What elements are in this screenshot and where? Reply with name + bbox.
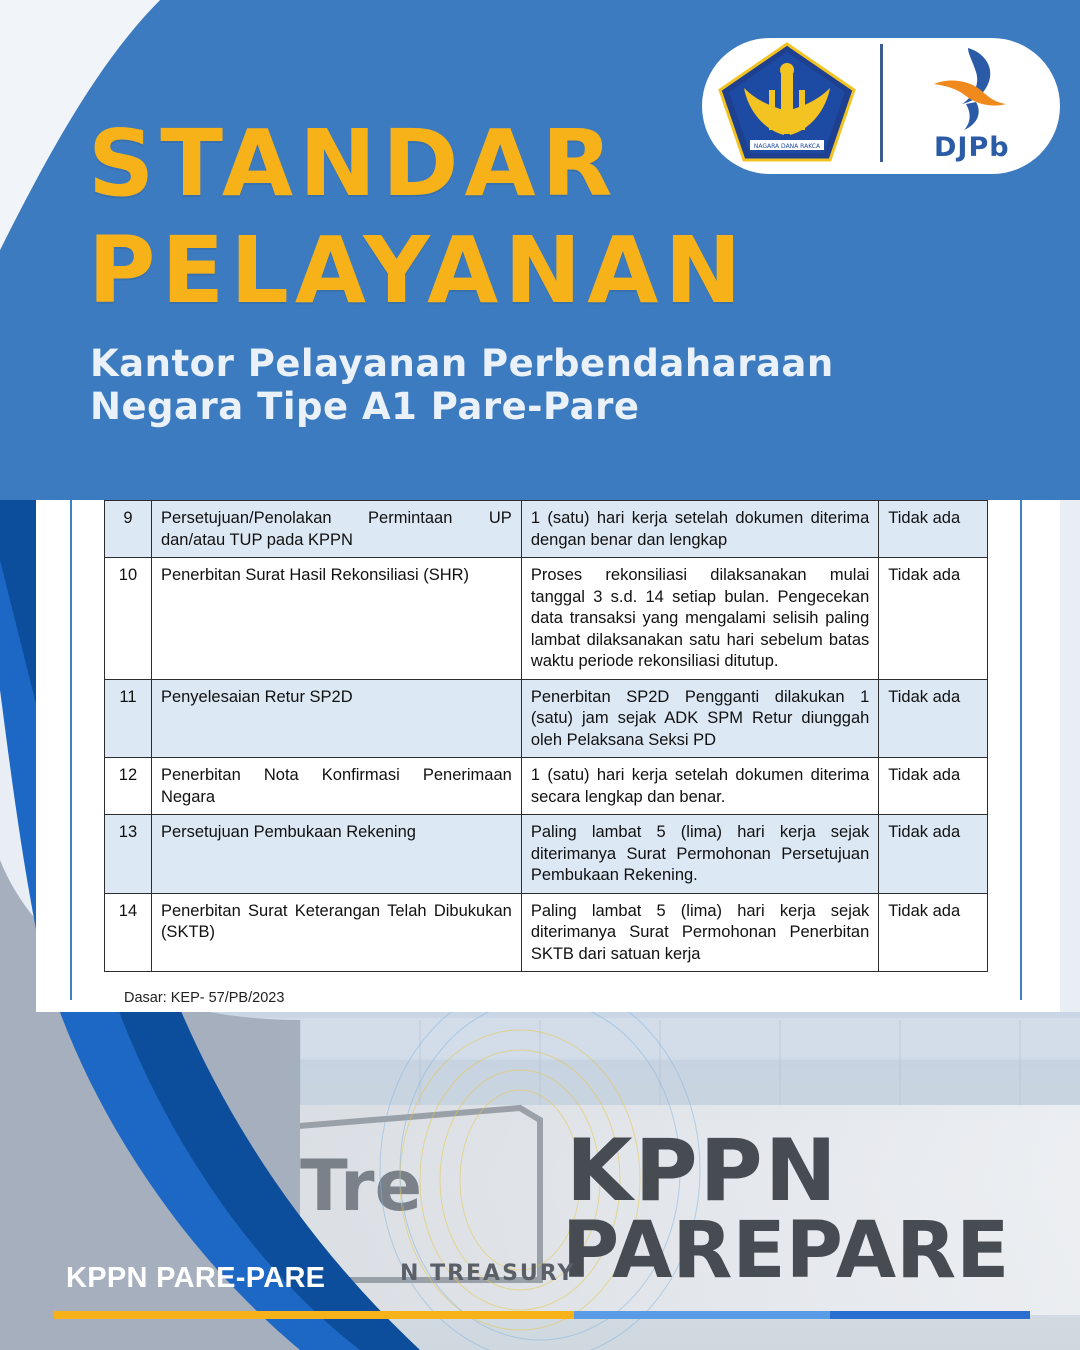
service-cost: Tidak ada xyxy=(879,558,988,680)
document-left-rule xyxy=(70,500,72,1000)
service-cost: Tidak ada xyxy=(879,758,988,815)
service-name: Persetujuan Pembukaan Rekening xyxy=(151,815,521,894)
treasury-text: N TREASURY xyxy=(400,1261,576,1286)
legal-basis: Dasar: KEP- 57/PB/2023 xyxy=(124,990,285,1006)
table-row xyxy=(105,815,988,894)
djpb-label: DJPb xyxy=(934,132,1010,163)
page-title-line1: STANDAR xyxy=(88,110,619,217)
completion-time: Proses rekonsiliasi dilaksanakan mulai tanggal 3 s.d. 14 setiap bulan. Pengecekan data transaksi yang mengalami selisih paling lambat dilaksanakan satu hari sebelum batas waktu periode rekonsiliasi ditutup. xyxy=(521,558,878,680)
table-row xyxy=(105,758,988,815)
table-row xyxy=(105,893,988,972)
row-number: 10 xyxy=(105,558,152,680)
service-cost: Tidak ada xyxy=(879,893,988,972)
service-cost: Tidak ada xyxy=(879,815,988,894)
service-table xyxy=(104,500,988,972)
completion-time: 1 (satu) hari kerja setelah dokumen diterima dengan benar dan lengkap xyxy=(521,501,878,558)
service-name: Penyelesaian Retur SP2D xyxy=(151,679,521,758)
page-title-line2: PELAYANAN xyxy=(88,217,748,324)
completion-time: Penerbitan SP2D Pengganti dilakukan 1 (satu) jam sejak ADK SPM Retur diunggah oleh Pelaksana Seksi PD xyxy=(521,679,878,758)
row-number: 9 xyxy=(105,501,152,558)
kemenkeu-motto: NAGARA DANA RAKCA xyxy=(753,143,821,150)
row-number: 11 xyxy=(105,679,152,758)
table-row xyxy=(105,558,988,680)
djpb-logo-icon xyxy=(926,44,1022,132)
service-cost: Tidak ada xyxy=(879,501,988,558)
row-number: 12 xyxy=(105,758,152,815)
service-name: Penerbitan Surat Hasil Rekonsiliasi (SHR) xyxy=(151,558,521,680)
building-sign-line1: KPPN xyxy=(566,1121,839,1221)
row-number: 14 xyxy=(105,893,152,972)
logo-divider xyxy=(880,44,883,162)
svg-text:Tre: Tre xyxy=(300,1145,423,1227)
service-name: Penerbitan Surat Keterangan Telah Dibukukan (SKTB) xyxy=(151,893,521,972)
completion-time: Paling lambat 5 (lima) hari kerja sejak diterimanya Surat Permohonan Penerbitan SKTB dari satuan kerja xyxy=(521,893,878,972)
subtitle-line2: Negara Tipe A1 Pare-Pare xyxy=(90,385,640,428)
footer-office-label: KPPN PARE-PARE xyxy=(66,1262,326,1294)
service-cost: Tidak ada xyxy=(879,679,988,758)
service-name: Penerbitan Nota Konfirmasi Penerimaan Negara xyxy=(151,758,521,815)
row-number: 13 xyxy=(105,815,152,894)
subtitle-line1: Kantor Pelayanan Perbendaharaan xyxy=(90,342,834,385)
service-name: Persetujuan/Penolakan Permintaan UP dan/atau TUP pada KPPN xyxy=(151,501,521,558)
table-row xyxy=(105,679,988,758)
table-row xyxy=(105,501,988,558)
kemenkeu-logo-icon xyxy=(714,40,860,166)
completion-time: 1 (satu) hari kerja setelah dokumen diterima secara lengkap dan benar. xyxy=(521,758,878,815)
building-sign-line2: PAREPARE xyxy=(562,1206,1010,1296)
completion-time: Paling lambat 5 (lima) hari kerja sejak diterimanya Surat Permohonan Persetujuan Pembukaan Rekening. xyxy=(521,815,878,894)
document-right-rule xyxy=(1020,500,1022,1000)
service-standard-document xyxy=(36,500,1060,1012)
